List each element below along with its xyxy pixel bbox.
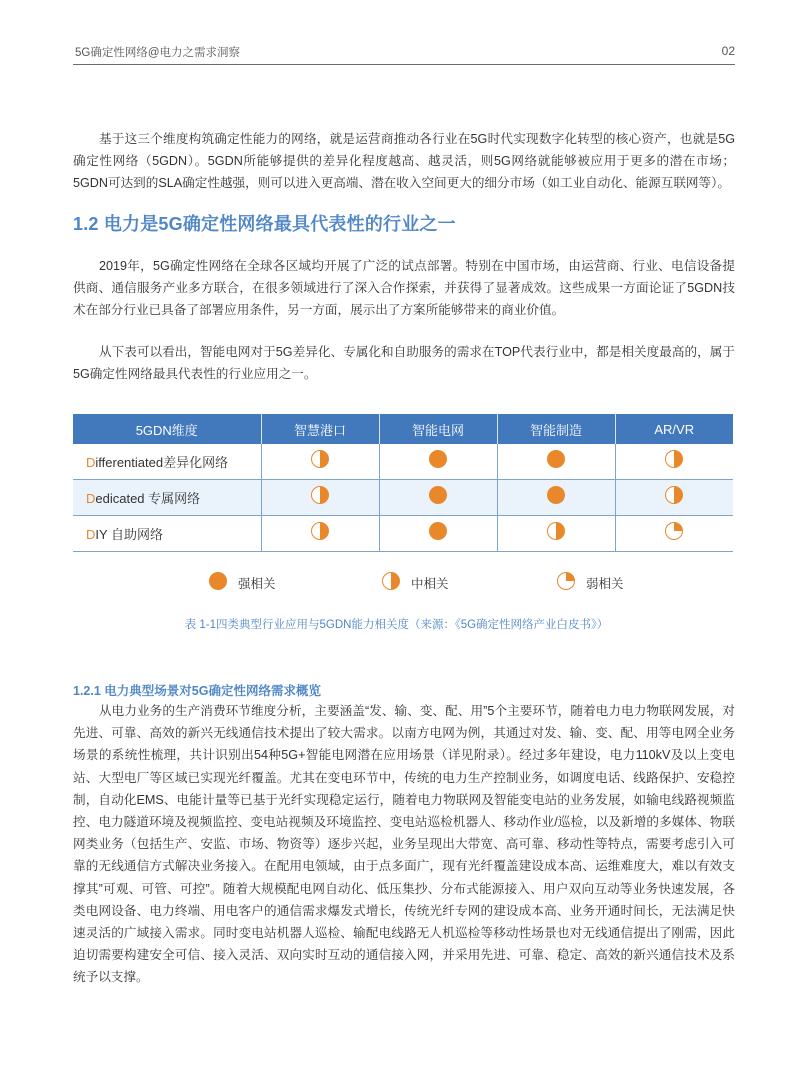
row-label [73,516,261,552]
table-header-row [73,414,733,444]
half-fill [320,487,328,504]
weak-correlation-icon [556,571,576,594]
cell [615,516,733,552]
quarter-fill [674,523,683,532]
row-label-rest: IY 自助网络 [95,527,164,542]
paragraph-power-scenarios: 从电力业务的生产消费环节维度分析，主要涵盖“发、输、变、配、用”5个主要环节，随着电力电力物联网发展，对先进、可靠、高效的新兴无线通信技术提出了较大需求。以南方电网为例，其通过对发、输、变、配、用等电网全业务场景的系统性梳理，共计识别出54种5G+智能电网潜在应用场景（详见附录）。经过多年建设，电力110kV及以上变电站、大型电厂等区域已实现光纤覆盖。尤其在变电环节中，传统的电力生产控制业务，如调度电话、线路保护、安稳控制，自动化EMS、电能计量等已基于光纤实现稳定运行，随着电力物联网及智能变电站的业务发展，如输电线路视频监控、电力隧道环境及视频监控、变电站视频及环境监控、变电站巡检机器人、移动作业/巡检，以及新增的多媒体、物联网类业务（包括生产、安监、市场、物资等）逐步兴起，业务呈现出大带宽、高可靠、移动性等特点，需要考虑引入可靠的无线通信方式解决业务接入。在配用电领域，由于点多面广，现有光纤覆盖建设成本高、运维难度大，难以有效支撑其”可观、可管、可控”。随着大规模配电网自动化、低压集抄、分布式能源接入、用户双向互动等业务快速发展，各类电网设备、电力终端、用电客户的通信需求爆发式增长，传统光纤专网的建设成本高、业务开通时间长，无法满足快速灵活的广域接入需求。同时变电站机器人巡检、输配电线路无人机巡检等移动性场景也对无线通信提出了刚需，因此迫切需要构建安全可信、接入灵活、双向实时互动的通信接入网，并采用先进、可靠、稳定、高效的新兴通信技术及系统予以支撑。 [73,704,735,985]
correlation-icon [546,521,566,546]
legend-item-medium [381,571,449,594]
full-circle [547,450,565,468]
cell [615,480,733,516]
paragraph-5gdn-definition: 基于这三个维度构筑确定性能力的网络，就是运营商推动各行业在5G时代实现数字化转型的核心资产，也就是5G确定性网络（5GDN）。5GDN所能够提供的差异化程度越高、越灵活，则5G网络就能够被应用于更多的潜在市场；5GDN可达到的SLA确定性越强，则可以进入更高端、潜在收入空间更大的细分市场（如工业自动化、能源互联网等）。 [73,132,735,191]
full-circle [429,450,447,468]
legend-label: 强相关 [238,576,276,591]
full-circle [429,486,447,504]
strong-correlation-icon [208,571,228,594]
header-smart-grid: 智能电网 [379,414,497,444]
legend-item-strong [208,571,276,594]
document-title: 5G确定性网络@电力之需求洞察 [75,47,241,59]
legend [0,571,793,593]
cell [261,516,379,552]
legend-label: 弱相关 [586,576,624,591]
full-circle [429,522,447,540]
cell [379,516,497,552]
correlation-icon [546,485,566,510]
cell [379,480,497,516]
cell [261,444,379,480]
half-fill [320,523,328,540]
header-smart-port: 智慧港口 [261,414,379,444]
row-initial: D [86,455,96,470]
full-circle [547,486,565,504]
paragraph-table-intro: 从下表可以看出，智能电网对于5G差异化、专属化和自助服务的需求在TOP代表行业中，都是相关度最高的，属于5G确定性网络最具代表性的行业应用之一。 [73,345,735,382]
cell [497,480,615,516]
row-label-rest: ifferentiated差异化网络 [95,455,229,470]
correlation-icon [310,485,330,510]
page-number: 02 [721,44,735,58]
correlation-icon [310,449,330,474]
header-smart-manufacturing: 智能制造 [497,414,615,444]
medium-correlation-icon [381,571,401,594]
table-row-dedicated [73,480,733,516]
cell [615,444,733,480]
correlation-table [73,414,733,552]
half-fill [320,451,328,468]
half-fill [674,451,682,468]
header-ar-vr: AR/VR [615,414,733,444]
row-initial: D [86,491,96,506]
paragraph-2019-deployment: 2019年，5G确定性网络在全球各区域均开展了广泛的试点部署。特别在中国市场，由运营商、行业、电信设备提供商、通信服务产业多方联合，在很多领域进行了深入合作探索，并获得了显著成效。这些成果一方面论证了5GDN技术在部分行业已具备了部署应用条件，另一方面，展示出了方案所能够带来的商业价值。 [73,259,735,318]
section-heading: 1.2 电力是5G确定性网络最具代表性的行业之一 [73,214,456,234]
table-caption: 表 1-1四类典型行业应用与5GDN能力相关度（来源：《5G确定性网络产业白皮书》） [184,619,609,631]
full-circle [209,572,227,590]
legend-item-weak [556,571,624,594]
correlation-icon [664,485,684,510]
subsection-heading: 1.2.1 电力典型场景对5G确定性网络需求概览 [73,684,321,698]
cell [497,444,615,480]
cell [261,480,379,516]
correlation-icon [664,521,684,546]
row-label [73,480,261,516]
legend-label: 中相关 [411,576,449,591]
row-label-rest: edicated 专属网络 [95,491,201,506]
half-fill [556,523,564,540]
header-dimension: 5GDN维度 [73,414,261,444]
page-header [73,40,735,65]
half-fill [674,487,682,504]
correlation-icon [310,521,330,546]
correlation-icon [428,521,448,546]
half-fill [391,573,399,590]
table-row-diy [73,516,733,552]
row-initial: D [86,527,96,542]
row-label [73,444,261,480]
correlation-icon [428,449,448,474]
cell [379,444,497,480]
cell [497,516,615,552]
correlation-icon [428,485,448,510]
quarter-fill [566,573,575,582]
correlation-icon [546,449,566,474]
correlation-icon [664,449,684,474]
table-row-differentiated [73,444,733,480]
